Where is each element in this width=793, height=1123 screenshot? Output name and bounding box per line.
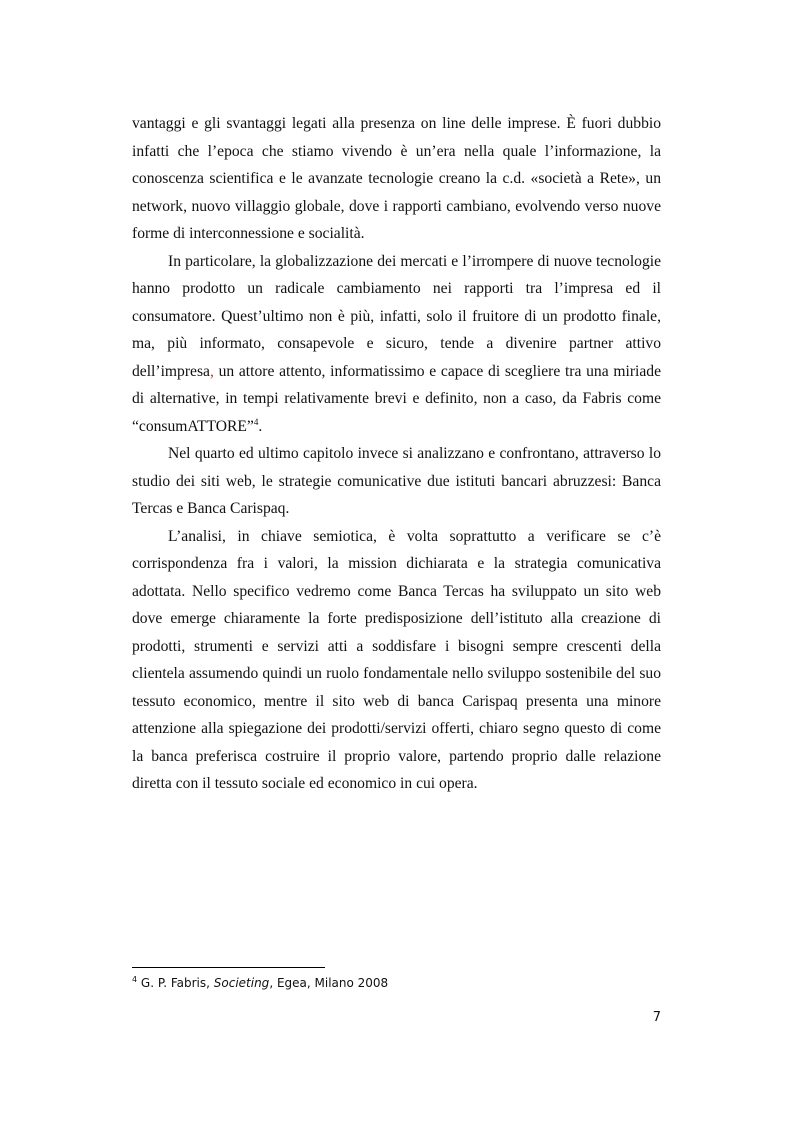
paragraph-2-end: . xyxy=(258,417,263,435)
footnote-publisher: , Egea, Milano 2008 xyxy=(269,976,389,990)
paragraph-3: Nel quarto ed ultimo capitolo invece si analizzano e confrontano, attraverso lo studio dei siti web, le strategie comunicative due istituti bancari abruzzesi: Banca Tercas e Banca Carispaq. xyxy=(132,445,661,517)
highlighted-comma: , xyxy=(209,362,214,380)
footnote xyxy=(132,975,661,991)
paragraph-2-part-a: In particolare, la globalizzazione dei mercati e l’irrompere di nuove tecnologie hanno prodotto un radicale cambiamento nei rapporti tra l’impresa ed il consumatore. Quest’ultimo non è più, infatti, solo il fruitore di un prodotto finale, ma, più informato, consapevole e sicuro, tende a divenire partner attivo dell’impresa xyxy=(132,252,661,380)
footnote-number: 4 xyxy=(132,975,138,984)
paragraph-2 xyxy=(132,248,661,441)
paragraph-4: L’analisi, in chiave semiotica, è volta soprattutto a verificare se c’è corrispondenza fra i valori, la mission dichiarata e la strategia comunicativa adottata. Nello specifico vedremo come Banca Tercas ha sviluppato un sito web dove emerge chiaramente la forte predisposizione dell’istituto alla creazione di prodotti, strumenti e servizi atti a soddisfare i bisogni sempre crescenti della clientela assumendo quindi un ruolo fondamentale nello sviluppo sostenibile del suo tessuto economico, mentre il sito web di banca Carispaq presenta una minore attenzione alla spiegazione dei prodotti/servizi offerti, chiaro segno questo di come la banca preferisca costruire il proprio valore, partendo proprio dalle relazione diretta con il tessuto sociale ed economico in cui opera. xyxy=(132,527,661,792)
footnote-title: Societing xyxy=(213,976,270,990)
paragraph-2-part-b: un attore attento, informatissimo e capace di scegliere tra una miriade di alternative, in tempi relativamente brevi e definito, non a caso, da Fabris come “consumATTORE” xyxy=(132,362,661,435)
footnote-author: G. P. Fabris, xyxy=(137,976,214,990)
paragraph-1: vantaggi e gli svantaggi legati alla presenza on line delle imprese. È fuori dubbio infatti che l’epoca che stiamo vivendo è un’era nella quale l’informazione, la conoscenza scientifica e le avanzate tecnologie creano la c.d. «società a Rete», un network, nuovo villaggio globale, dove i rapporti cambiano, evolvendo verso nuove forme di interconnessione e socialità. xyxy=(132,115,661,242)
footnote-separator xyxy=(132,967,325,968)
page-number: 7 xyxy=(652,1010,661,1025)
body-text xyxy=(132,110,661,798)
footnote-reference[interactable]: 4 xyxy=(253,416,259,427)
